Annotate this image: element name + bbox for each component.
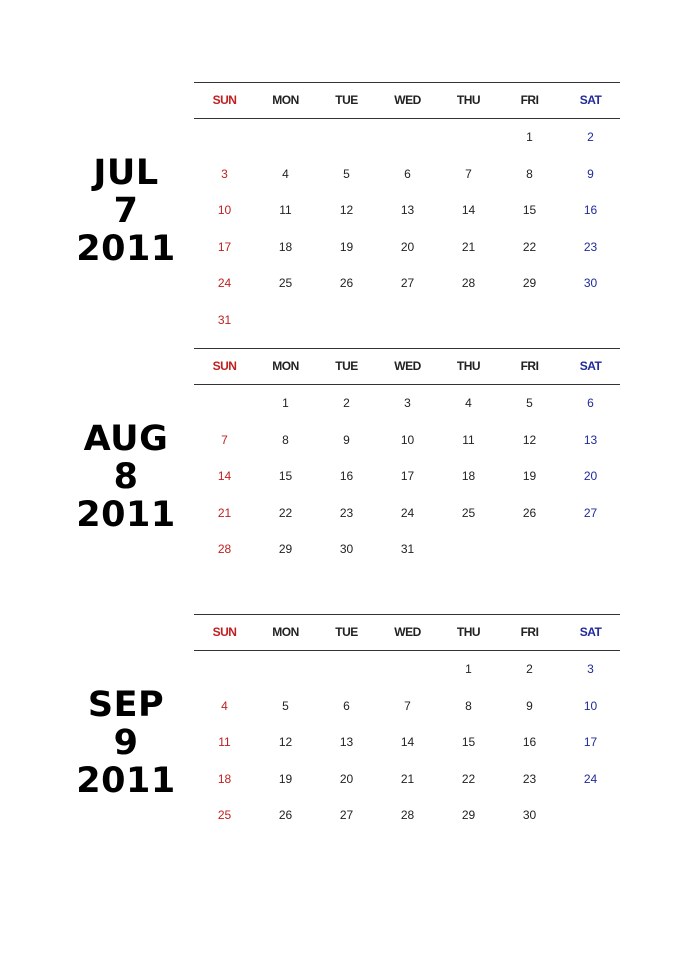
month-abbr: SEP bbox=[87, 685, 165, 725]
month-calendar-sep bbox=[0, 614, 680, 879]
date-cell: 6 bbox=[587, 396, 594, 410]
date-cell: 7 bbox=[404, 698, 411, 713]
weekday-fri: FRI bbox=[520, 93, 539, 107]
date-cell: 11 bbox=[279, 203, 292, 218]
date-cell: 16 bbox=[583, 203, 598, 218]
date-cell: 18 bbox=[461, 469, 476, 484]
weekday-fri: FRI bbox=[520, 359, 539, 373]
date-cell: 31 bbox=[217, 313, 232, 327]
month-year: 2011 bbox=[76, 761, 176, 801]
date-cell: 14 bbox=[400, 735, 415, 750]
date-cell: 23 bbox=[522, 771, 537, 786]
month-label bbox=[62, 154, 190, 268]
date-cell: 15 bbox=[461, 735, 476, 750]
date-cell: 24 bbox=[583, 771, 598, 786]
date-cell: 10 bbox=[400, 432, 415, 447]
month-label bbox=[62, 686, 190, 800]
date-cell: 15 bbox=[278, 469, 293, 484]
date-cell: 8 bbox=[526, 166, 533, 181]
date-cell: 4 bbox=[282, 166, 289, 181]
date-cell: 27 bbox=[583, 505, 598, 520]
date-cell: 12 bbox=[522, 432, 537, 447]
calendar-table bbox=[194, 348, 620, 557]
month-year: 2011 bbox=[76, 495, 176, 535]
date-cell: 25 bbox=[461, 505, 476, 520]
date-cell: 29 bbox=[461, 808, 476, 823]
date-cell: 24 bbox=[400, 505, 415, 520]
month-number: 8 bbox=[113, 457, 139, 497]
date-cell: 29 bbox=[278, 542, 293, 557]
date-cell: 1 bbox=[465, 662, 472, 676]
date-cell: 16 bbox=[339, 469, 354, 484]
date-cell: 11 bbox=[462, 432, 475, 447]
date-cell: 3 bbox=[587, 662, 594, 676]
weekday-tue: TUE bbox=[335, 359, 358, 373]
month-number: 9 bbox=[113, 723, 139, 763]
weekday-wed: WED bbox=[394, 93, 421, 107]
weekday-sat: SAT bbox=[579, 625, 602, 639]
date-cell: 25 bbox=[278, 276, 293, 291]
weekday-header bbox=[194, 614, 620, 651]
date-cell: 21 bbox=[217, 505, 232, 520]
weekday-thu: THU bbox=[456, 359, 481, 373]
month-calendar-aug bbox=[0, 348, 680, 613]
weekday-header bbox=[194, 348, 620, 385]
date-cell: 11 bbox=[218, 735, 231, 750]
date-cell: 30 bbox=[339, 542, 354, 557]
weekday-mon: MON bbox=[272, 93, 299, 107]
weekday-sun: SUN bbox=[212, 359, 237, 373]
date-cell: 7 bbox=[221, 432, 228, 447]
date-cell: 19 bbox=[522, 469, 537, 484]
date-cell: 19 bbox=[339, 239, 354, 254]
weekday-thu: THU bbox=[456, 93, 481, 107]
date-cell: 5 bbox=[526, 396, 533, 410]
date-cell: 20 bbox=[400, 239, 415, 254]
date-cell: 18 bbox=[217, 771, 232, 786]
date-cell: 20 bbox=[339, 771, 354, 786]
date-cell: 26 bbox=[339, 276, 354, 291]
date-cell: 17 bbox=[583, 735, 598, 750]
date-cell: 17 bbox=[217, 239, 232, 254]
date-cell: 28 bbox=[461, 276, 476, 291]
date-cell: 3 bbox=[404, 396, 411, 410]
date-cell: 28 bbox=[217, 542, 232, 557]
date-cell: 27 bbox=[400, 276, 415, 291]
date-cell: 21 bbox=[400, 771, 415, 786]
date-cell: 12 bbox=[278, 735, 293, 750]
date-cell: 14 bbox=[217, 469, 232, 484]
date-cell: 30 bbox=[583, 276, 598, 291]
date-cell: 10 bbox=[217, 203, 232, 218]
month-label bbox=[62, 420, 190, 534]
date-cell: 13 bbox=[583, 432, 598, 447]
date-cell: 26 bbox=[522, 505, 537, 520]
month-calendar-jul bbox=[0, 82, 680, 347]
weekday-sun: SUN bbox=[212, 625, 237, 639]
weekday-sat: SAT bbox=[579, 93, 602, 107]
date-cell: 5 bbox=[282, 698, 289, 713]
date-cell: 26 bbox=[278, 808, 293, 823]
date-cell: 13 bbox=[400, 203, 415, 218]
weekday-tue: TUE bbox=[335, 625, 358, 639]
date-cell: 7 bbox=[465, 166, 472, 181]
date-cell: 28 bbox=[400, 808, 415, 823]
month-abbr: JUL bbox=[93, 153, 159, 193]
date-cell: 9 bbox=[587, 166, 594, 181]
weekday-fri: FRI bbox=[520, 625, 539, 639]
date-cell: 22 bbox=[461, 771, 476, 786]
date-cell: 2 bbox=[343, 396, 350, 410]
date-cell: 27 bbox=[339, 808, 354, 823]
date-cell: 8 bbox=[465, 698, 472, 713]
weekday-mon: MON bbox=[272, 625, 299, 639]
date-cell: 3 bbox=[221, 166, 228, 181]
date-cell: 9 bbox=[343, 432, 350, 447]
date-cell: 9 bbox=[526, 698, 533, 713]
weekday-thu: THU bbox=[456, 625, 481, 639]
date-cell: 20 bbox=[583, 469, 598, 484]
date-cell: 18 bbox=[278, 239, 293, 254]
date-cell: 14 bbox=[461, 203, 476, 218]
date-cell: 1 bbox=[282, 396, 289, 410]
date-cell: 15 bbox=[522, 203, 537, 218]
date-cell: 6 bbox=[404, 166, 411, 181]
date-cell: 5 bbox=[343, 166, 350, 181]
calendar-table bbox=[194, 82, 620, 327]
date-cell: 24 bbox=[217, 276, 232, 291]
date-cell: 30 bbox=[522, 808, 537, 823]
date-cell: 17 bbox=[400, 469, 415, 484]
weekday-sun: SUN bbox=[212, 93, 237, 107]
date-cell: 19 bbox=[278, 771, 293, 786]
weekday-wed: WED bbox=[394, 359, 421, 373]
date-cell: 31 bbox=[400, 542, 415, 557]
weekday-sat: SAT bbox=[579, 359, 602, 373]
weekday-header bbox=[194, 82, 620, 119]
date-cell: 23 bbox=[339, 505, 354, 520]
date-cell: 22 bbox=[278, 505, 293, 520]
calendar-table bbox=[194, 614, 620, 823]
date-cell: 23 bbox=[583, 239, 598, 254]
weekday-tue: TUE bbox=[335, 93, 358, 107]
date-cell: 2 bbox=[526, 662, 533, 676]
weekday-mon: MON bbox=[272, 359, 299, 373]
date-cell: 8 bbox=[282, 432, 289, 447]
month-year: 2011 bbox=[76, 229, 176, 269]
weekday-wed: WED bbox=[394, 625, 421, 639]
month-number: 7 bbox=[113, 191, 139, 231]
date-cell: 6 bbox=[343, 698, 350, 713]
date-cell: 25 bbox=[217, 808, 232, 823]
date-cell: 4 bbox=[221, 698, 228, 713]
date-cell: 22 bbox=[522, 239, 537, 254]
date-cell: 2 bbox=[587, 130, 594, 144]
date-cell: 29 bbox=[522, 276, 537, 291]
date-cell: 13 bbox=[339, 735, 354, 750]
date-cell: 16 bbox=[522, 735, 537, 750]
month-abbr: AUG bbox=[83, 419, 169, 459]
date-cell: 10 bbox=[583, 698, 598, 713]
date-cell: 1 bbox=[526, 130, 533, 144]
date-cell: 4 bbox=[465, 396, 472, 410]
date-cell: 21 bbox=[461, 239, 476, 254]
date-cell: 12 bbox=[339, 203, 354, 218]
